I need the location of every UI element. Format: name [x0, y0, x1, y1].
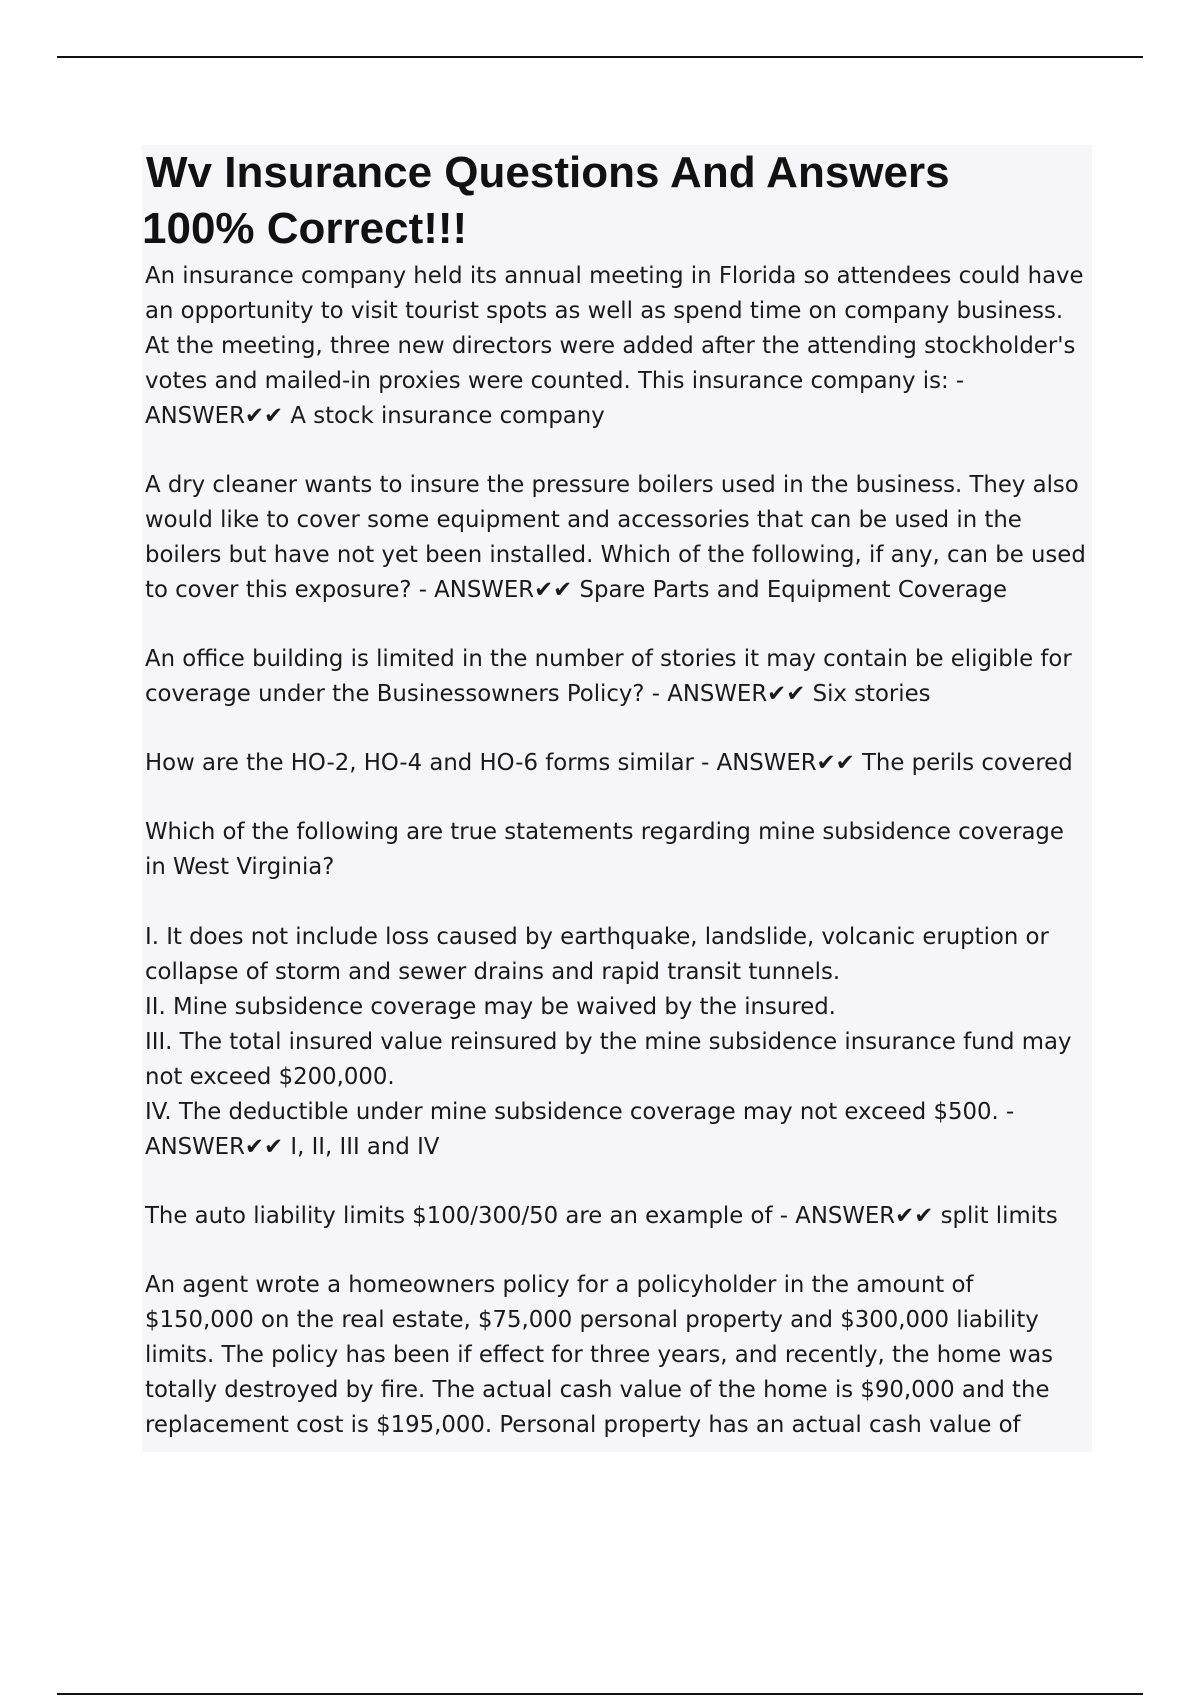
answer-label: ANSWER✔✔: [145, 403, 284, 429]
answer-text: I, II, III and IV: [283, 1134, 440, 1160]
answer-label: ANSWER✔✔: [716, 750, 855, 776]
question-text: A dry cleaner wants to insure the pressure boilers used in the business. They also would like to cover some equipment and accessories that can be used in the boilers but have not yet been installed. Which of the following, if any, can be used to cover this exposure? -: [145, 472, 1094, 603]
answer-label: ANSWER✔✔: [434, 577, 573, 603]
answer-label: ANSWER✔✔: [667, 681, 806, 707]
title-line-1: Wv Insurance Questions And Answers: [146, 148, 950, 197]
answer-text: The perils covered: [854, 750, 1073, 776]
qa-item-3: [142, 642, 1092, 712]
answer-text: split limits: [933, 1203, 1058, 1229]
answer-label: ANSWER✔✔: [795, 1203, 934, 1229]
footer-rule: [57, 1693, 1143, 1695]
title-line-2: 100% Correct!!!: [142, 204, 468, 253]
question-text: An office building is limited in the number of stories it may contain be eligible for coverage under the Businessowners Policy? -: [145, 646, 1079, 707]
question-text: An insurance company held its annual meeting in Florida so attendees could have an opportunity to visit tourist spots as well as spend time on company business. At the meeting, three new directors were added after the attending stockholder's votes and mailed-in proxies were counted. This insurance company is: -: [145, 263, 1091, 394]
qa-item-6: [142, 1199, 1092, 1234]
question-text: An agent wrote a homeowners policy for a policyholder in the amount of $150,000 on the real estate, $75,000 personal property and $300,000 liability limits. The policy has been if effect for three years, and recently, the home was totally destroyed by fire. The actual cash value of the home is $90,000 and the replacement cost is $195,000. Personal property has an actual cash value of: [145, 1272, 1061, 1438]
qa-item-1: [142, 259, 1092, 434]
question-text: How are the HO-2, HO-4 and HO-6 forms similar -: [145, 750, 717, 776]
question-text: The auto liability limits $100/300/50 are an example of -: [145, 1203, 796, 1229]
document-title: [142, 145, 1092, 257]
answer-label: ANSWER✔✔: [145, 1134, 284, 1160]
qa-item-2: [142, 468, 1092, 608]
header-rule: [57, 56, 1143, 58]
question-text: Which of the following are true statements regarding mine subsidence coverage in West Virginia? I. It does not include loss caused by earthquake, landslide, volcanic eruption or collapse of storm and sewer drains and rapid transit tunnels. II. Mine subsidence coverage may be waived by the insured. III. The total insured value reinsured by the mine subsidence insurance fund may not exceed $200,000. IV. The deductible under mine subsidence coverage may not exceed $500. -: [145, 819, 1072, 1125]
qa-item-4: [142, 746, 1092, 781]
answer-text: Six stories: [805, 681, 931, 707]
answer-text: A stock insurance company: [283, 403, 605, 429]
qa-item-7: [142, 1268, 1092, 1443]
answer-text: Spare Parts and Equipment Coverage: [572, 577, 1008, 603]
document-content: [142, 145, 1092, 1452]
qa-item-5: [142, 815, 1092, 1165]
